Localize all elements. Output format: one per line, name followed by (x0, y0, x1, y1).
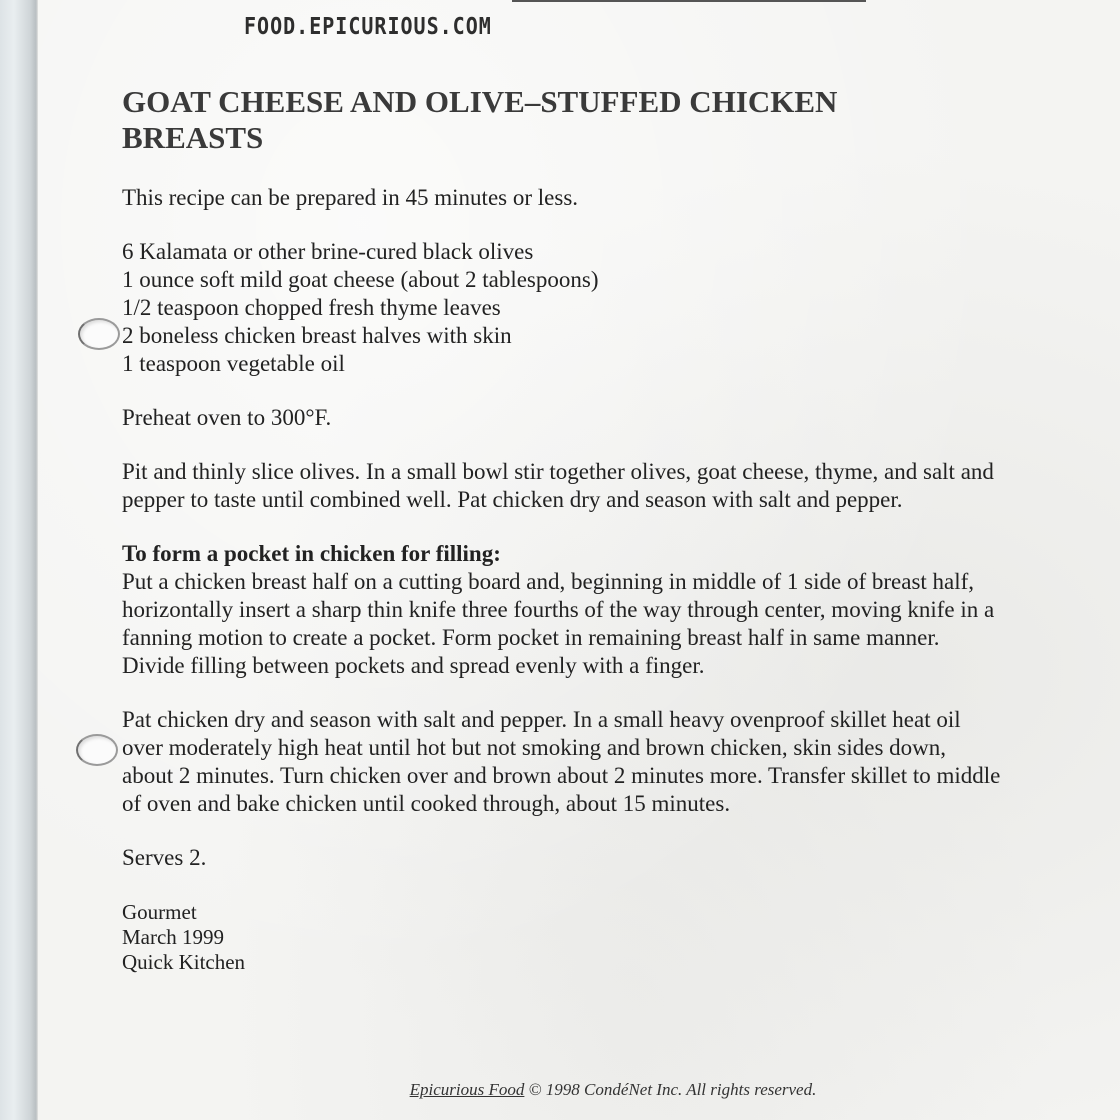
servings: Serves 2. (122, 845, 207, 870)
punch-hole-bottom (76, 734, 118, 766)
recipe-content (122, 84, 1002, 975)
copyright-text: © 1998 CondéNet Inc. All rights reserved. (528, 1080, 817, 1099)
scanner-edge (0, 0, 38, 1120)
page-footer (0, 1080, 1120, 1100)
recipe-intro: This recipe can be prepared in 45 minutes or less. (122, 185, 579, 210)
pocket-section (122, 540, 1002, 680)
site-header: FOOD.EPICURIOUS.COM (244, 12, 492, 40)
source-credit (122, 900, 1002, 975)
ingredient-item: 2 boneless chicken breast halves with skin (122, 323, 512, 348)
recipe-title: GOAT CHEESE AND OLIVE–STUFFED CHICKEN BREASTS (122, 84, 838, 155)
source-date: March 1999 (122, 925, 225, 949)
ingredient-item: 1 ounce soft mild goat cheese (about 2 tablespoons) (122, 267, 599, 292)
pocket-instructions: Put a chicken breast half on a cutting board and, beginning in middle of 1 side of breast half, horizontally insert a sharp thin knife three fourths of the way through center, moving knife in a fanning motion to create a pocket. Form pocket in remaining breast half in same manner. Divide filling between pockets and spread evenly with a finger. (122, 569, 995, 678)
top-rule (512, 0, 866, 2)
ingredient-item: 1/2 teaspoon chopped fresh thyme leaves (122, 295, 501, 320)
cooking-step: Pat chicken dry and season with salt and pepper. In a small heavy ovenproof skillet heat oil over moderately high heat until hot but not smoking and brown chicken, skin sides down, about 2 minutes. Turn chicken over and brown about 2 minutes more. Transfer skillet to middle of oven and bake chicken until cooked through, about 15 minutes. (122, 707, 1001, 816)
source-section: Quick Kitchen (122, 950, 246, 974)
ingredient-list (122, 238, 1002, 378)
ingredient-item: 6 Kalamata or other brine-cured black olives (122, 239, 534, 264)
source-publication: Gourmet (122, 900, 197, 924)
punch-hole-top (78, 318, 120, 350)
preheat-step: Preheat oven to 300°F. (122, 405, 332, 430)
ingredient-item: 1 teaspoon vegetable oil (122, 351, 345, 376)
filling-step: Pit and thinly slice olives. In a small bowl stir together olives, goat cheese, thyme, and salt and pepper to taste until combined well. Pat chicken dry and season with salt and pepper. (122, 459, 994, 512)
epicurious-food-link[interactable]: Epicurious Food (409, 1080, 525, 1099)
pocket-heading: To form a pocket in chicken for filling: (122, 541, 501, 566)
